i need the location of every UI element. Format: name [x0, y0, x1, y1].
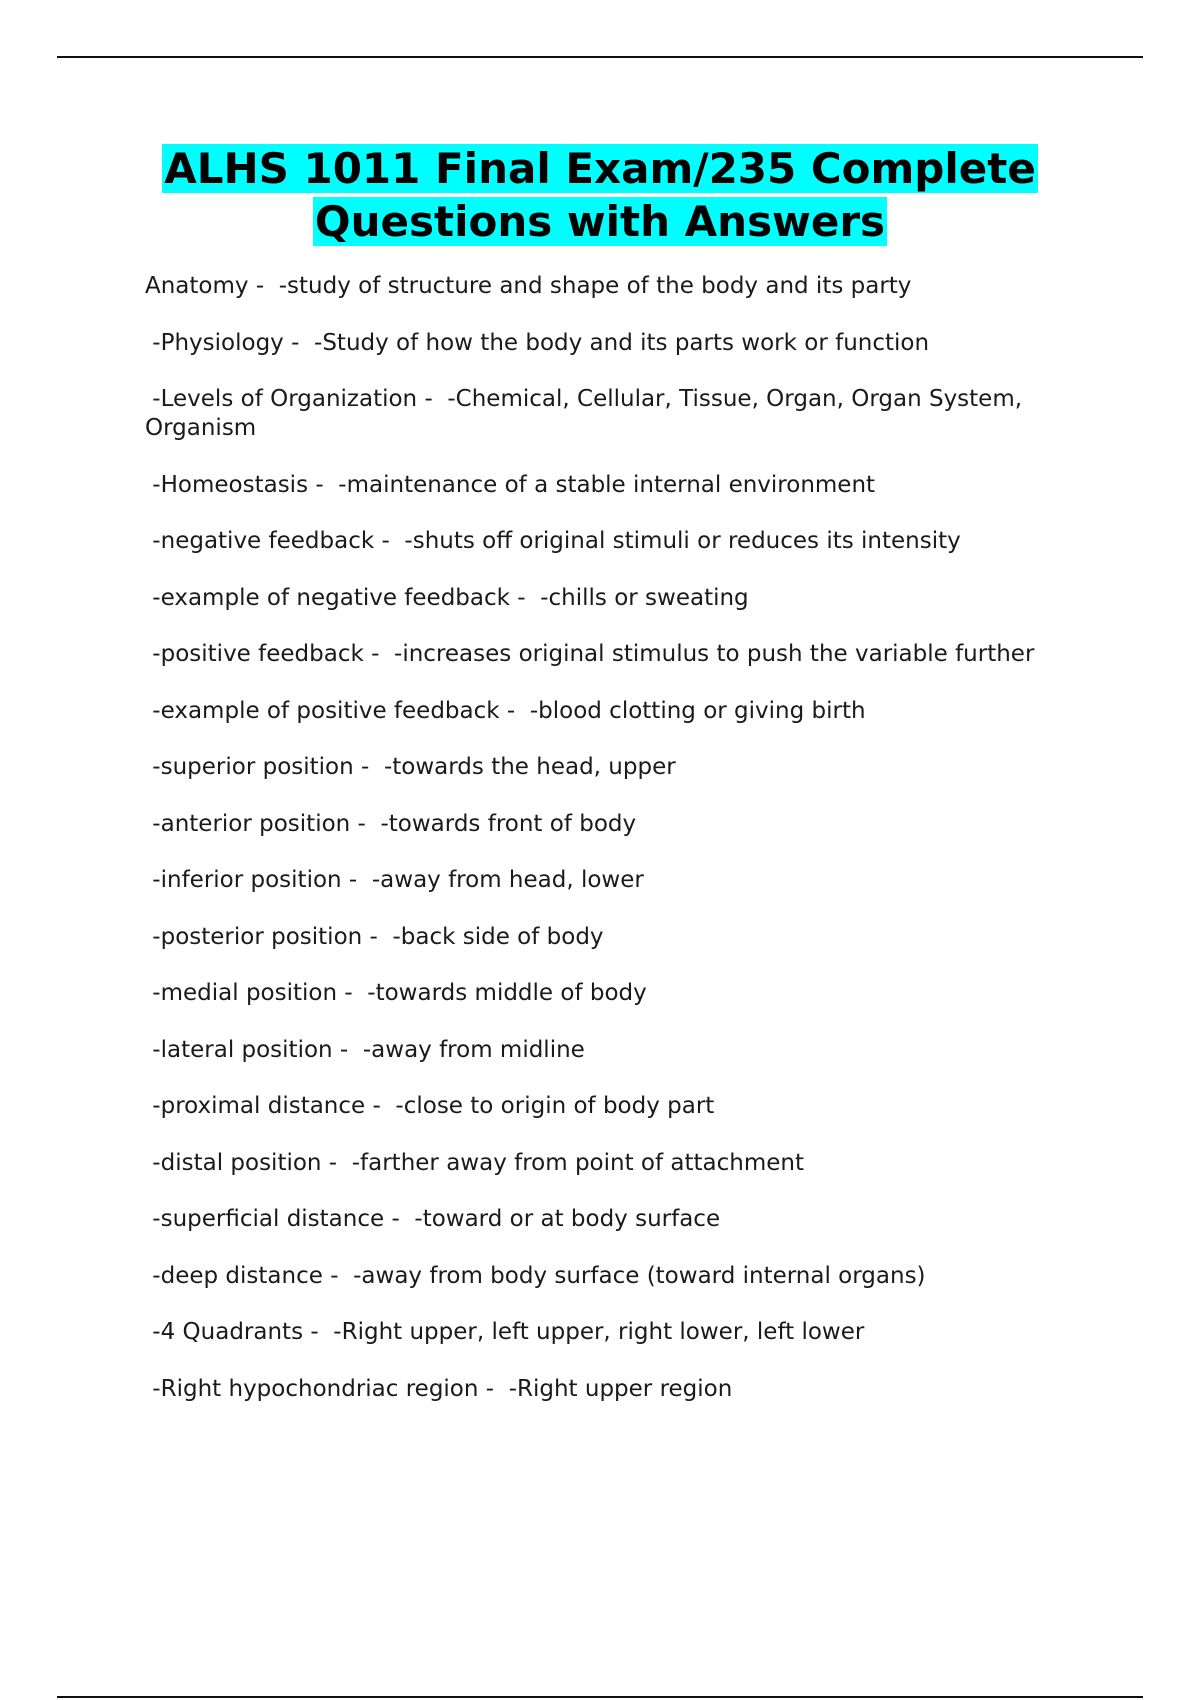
item-separator: - — [509, 584, 541, 611]
item-definition: -away from head, lower — [371, 867, 644, 893]
list-item — [145, 1262, 1095, 1291]
item-definition: -maintenance of a stable internal environment — [338, 471, 876, 498]
item-separator: - — [374, 528, 405, 554]
item-separator: - — [384, 1206, 415, 1232]
list-item — [145, 1092, 1095, 1121]
item-definition: -towards front of body — [380, 810, 637, 837]
item-term: -superficial distance — [145, 1206, 385, 1232]
item-definition: -Chemical, Cellular, Tissue, Organ, Organ System, Organism — [145, 386, 1023, 441]
item-term: -Levels of Organization — [145, 386, 418, 412]
item-definition: -chills or sweating — [540, 584, 749, 611]
item-definition: -away from midline — [362, 1036, 585, 1063]
qa-list — [145, 272, 1095, 1431]
document-title — [80, 142, 1120, 248]
item-term: -deep distance — [145, 1262, 323, 1289]
list-item — [145, 471, 1095, 500]
item-separator: - — [363, 641, 395, 667]
item-separator: - — [283, 329, 315, 356]
item-separator: - — [417, 386, 448, 412]
item-separator: - — [248, 273, 279, 299]
title-line-2: Questions with Answers — [314, 197, 886, 246]
list-item — [145, 697, 1095, 726]
item-definition: -away from body surface (toward internal organs) — [353, 1262, 926, 1289]
item-term: -posterior position — [145, 923, 363, 950]
item-term: -proximal distance — [145, 1093, 366, 1119]
item-term: -Physiology — [145, 329, 284, 356]
list-item — [145, 923, 1095, 952]
item-term: -medial position — [145, 980, 338, 1006]
item-separator: - — [332, 1036, 363, 1063]
item-separator: - — [350, 810, 381, 837]
item-separator: - — [308, 471, 339, 498]
item-separator: - — [353, 754, 384, 780]
item-separator: - — [322, 1262, 354, 1289]
item-definition: -toward or at body surface — [414, 1206, 721, 1232]
item-term: -4 Quadrants — [145, 1319, 304, 1345]
item-term: -inferior position — [145, 867, 342, 893]
item-separator: - — [341, 867, 372, 893]
item-term: Anatomy — [145, 273, 249, 299]
item-definition: -Study of how the body and its parts work or function — [314, 329, 930, 356]
item-separator: - — [365, 1093, 396, 1119]
list-item — [145, 584, 1095, 613]
item-definition: -close to origin of body part — [395, 1093, 715, 1119]
list-item — [145, 810, 1095, 839]
list-item — [145, 272, 1095, 301]
bottom-rule — [57, 1696, 1143, 1698]
item-term: -Right hypochondriac region — [145, 1375, 479, 1402]
item-definition: -study of structure and shape of the body and its party — [278, 273, 912, 299]
item-definition: -Right upper, left upper, right lower, left lower — [333, 1319, 865, 1345]
item-term: -positive feedback — [145, 641, 364, 667]
item-term: -example of positive feedback — [145, 697, 500, 724]
item-definition: -towards the head, upper — [383, 754, 676, 780]
top-rule — [57, 56, 1143, 58]
list-item — [145, 329, 1095, 358]
list-item — [145, 527, 1095, 556]
item-separator: - — [303, 1319, 334, 1345]
item-separator: - — [478, 1375, 509, 1402]
item-term: -distal position — [145, 1149, 322, 1176]
item-separator: - — [362, 923, 393, 950]
item-separator: - — [499, 697, 530, 724]
list-item — [145, 1205, 1095, 1234]
item-term: -negative feedback — [145, 528, 375, 554]
list-item — [145, 1375, 1095, 1404]
item-separator: - — [321, 1149, 352, 1176]
item-definition: -Right upper region — [508, 1375, 733, 1402]
item-term: -lateral position — [145, 1036, 333, 1063]
item-definition: -towards middle of body — [367, 980, 647, 1006]
title-line-1: ALHS 1011 Final Exam/235 Complete — [164, 144, 1036, 193]
list-item — [145, 385, 1095, 443]
list-item — [145, 1318, 1095, 1347]
item-definition: -increases original stimulus to push the variable further — [394, 641, 1035, 667]
item-definition: -blood clotting or giving birth — [529, 697, 866, 724]
item-term: -example of negative feedback — [145, 584, 510, 611]
list-item — [145, 640, 1095, 669]
item-definition: -farther away from point of attachment — [351, 1149, 804, 1176]
item-definition: -back side of body — [392, 923, 604, 950]
item-separator: - — [337, 980, 368, 1006]
list-item — [145, 979, 1095, 1008]
list-item — [145, 1149, 1095, 1178]
page-title — [80, 142, 1120, 248]
list-item — [145, 753, 1095, 782]
list-item — [145, 866, 1095, 895]
list-item — [145, 1036, 1095, 1065]
item-term: -superior position — [145, 754, 354, 780]
item-term: -Homeostasis — [145, 471, 309, 498]
item-term: -anterior position — [145, 810, 351, 837]
item-definition: -shuts off original stimuli or reduces its intensity — [404, 528, 961, 554]
